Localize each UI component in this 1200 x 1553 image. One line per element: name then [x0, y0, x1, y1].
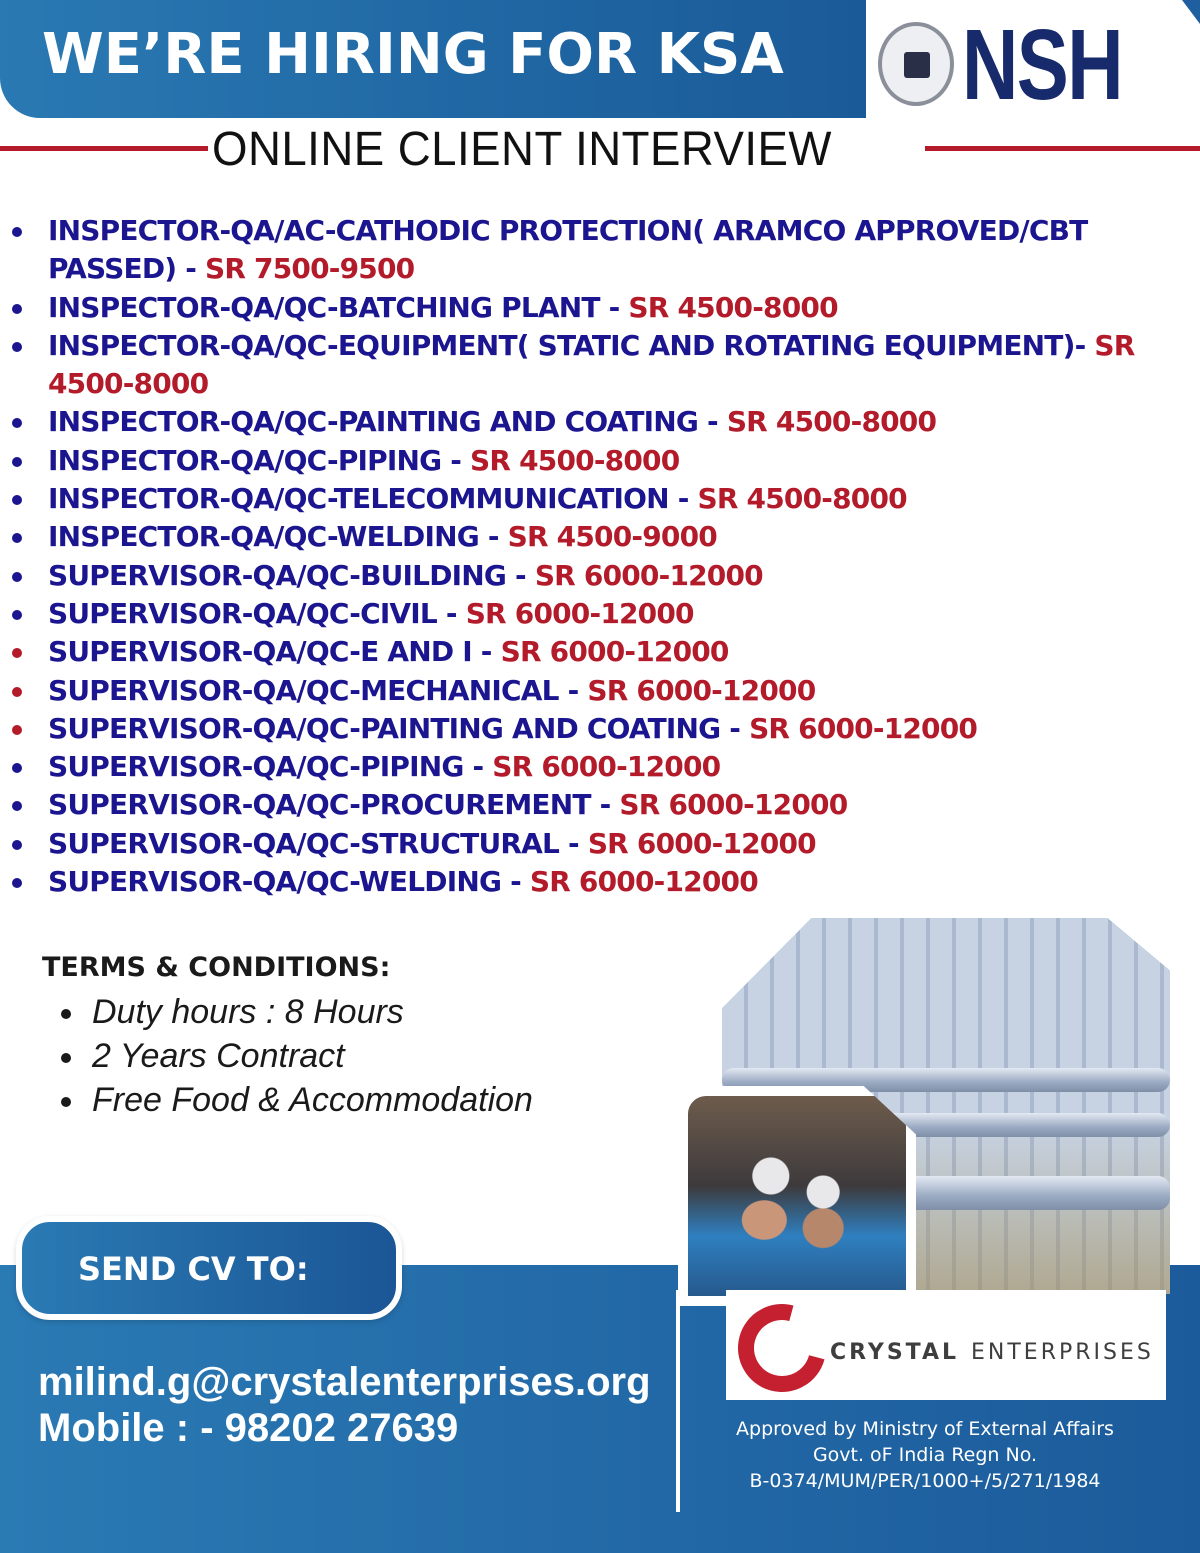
engineers-photo — [678, 1086, 916, 1306]
job-item — [0, 403, 1180, 441]
approval-text — [690, 1416, 1160, 1494]
job-title: SUPERVISOR-QA/QC-STRUCTURAL — [48, 826, 560, 860]
job-salary: SR 6000-12000 — [534, 558, 763, 592]
bullet-icon — [12, 648, 22, 658]
job-item — [0, 710, 1180, 748]
job-salary: SR 6000-12000 — [587, 673, 816, 707]
job-title: INSPECTOR-QA/QC-BATCHING PLANT — [48, 290, 600, 324]
job-title: INSPECTOR-QA/QC-EQUIPMENT( STATIC AND ROTATING EQUIPMENT) — [48, 328, 1075, 362]
job-salary: SR 6000-12000 — [619, 788, 848, 822]
job-item — [0, 212, 1180, 289]
subheader-title: ONLINE CLIENT INTERVIEW — [212, 123, 832, 176]
job-separator: - — [506, 558, 535, 592]
corner-accent — [1182, 0, 1200, 24]
job-separator: - — [698, 405, 727, 439]
job-salary: SR 6000-12000 — [749, 711, 978, 745]
job-salary: SR 4500-8000 — [697, 482, 907, 516]
job-item — [0, 518, 1180, 556]
send-cv-banner — [16, 1216, 402, 1320]
job-separator: - — [559, 826, 588, 860]
red-rule-left — [0, 146, 208, 151]
job-title: INSPECTOR-QA/QC-WELDING — [48, 520, 479, 554]
job-separator: - — [441, 443, 471, 477]
job-title: SUPERVISOR-QA/QC-WELDING — [48, 865, 502, 899]
job-salary: SR 6000-12000 — [465, 596, 694, 630]
job-item — [0, 863, 1180, 901]
job-title: INSPECTOR-QA/QC-PAINTING AND COATING — [48, 405, 699, 439]
seal-emblem-icon — [878, 22, 954, 106]
job-item — [0, 595, 1180, 633]
job-separator: - — [1074, 328, 1095, 362]
job-title: SUPERVISOR-QA/QC-MECHANICAL — [48, 673, 559, 707]
headline: WE’RE HIRING FOR KSA — [42, 22, 784, 87]
job-title: INSPECTOR-QA/QC-TELECOMMUNICATION — [48, 482, 669, 516]
terms-item: Duty hours : 8 Hours — [58, 990, 533, 1034]
job-separator: - — [471, 635, 501, 669]
job-separator: - — [720, 711, 750, 745]
bullet-icon — [12, 610, 22, 620]
bullet-icon — [12, 763, 22, 773]
red-rule-right — [925, 146, 1200, 151]
job-salary: SR 6000-12000 — [587, 826, 816, 860]
nsh-logo-text: NSH — [962, 9, 1123, 121]
bullet-icon — [12, 342, 22, 352]
crystal-wordmark — [830, 1340, 1154, 1365]
header-banner — [0, 0, 866, 118]
job-item — [0, 786, 1180, 824]
job-salary: SR 6000-12000 — [492, 750, 721, 784]
job-item — [0, 442, 1180, 480]
job-title: SUPERVISOR-QA/QC-BUILDING — [48, 558, 507, 592]
approval-line: B-0374/MUM/PER/1000+/5/271/1984 — [749, 1470, 1101, 1492]
job-salary: SR 4500-8000 — [628, 290, 838, 324]
bullet-icon — [12, 801, 22, 811]
job-separator: - — [501, 865, 530, 899]
job-item — [0, 289, 1180, 327]
send-cv-label: SEND CV TO: — [78, 1250, 309, 1288]
bullet-icon — [12, 572, 22, 582]
job-separator: - — [463, 750, 493, 784]
job-list — [0, 212, 1200, 901]
job-separator: - — [558, 673, 588, 707]
job-item — [0, 672, 1180, 710]
terms-title: TERMS & CONDITIONS: — [42, 952, 391, 983]
job-title: INSPECTOR-QA/QC-PIPING — [48, 443, 442, 477]
mobile-number: Mobile : - 98202 27639 — [38, 1406, 459, 1450]
bullet-icon — [12, 533, 22, 543]
nsh-logo — [872, 9, 1142, 121]
job-salary: SR 4500-8000 — [726, 405, 937, 439]
bullet-icon — [12, 840, 22, 850]
job-item — [0, 327, 1180, 404]
job-title: SUPERVISOR-QA/QC-E AND I — [48, 635, 472, 669]
bullet-icon — [12, 495, 22, 505]
bullet-icon — [12, 457, 22, 467]
job-separator: - — [176, 252, 205, 286]
company-name-light: ENTERPRISES — [971, 1340, 1154, 1365]
job-item — [0, 748, 1180, 786]
job-separator: - — [478, 520, 508, 554]
email-link[interactable]: milind.g@crystalenterprises.org — [38, 1360, 651, 1404]
job-item — [0, 480, 1180, 518]
job-title: SUPERVISOR-QA/QC-PROCUREMENT — [48, 788, 591, 822]
vertical-divider — [676, 1290, 680, 1512]
bullet-icon — [12, 227, 22, 237]
job-title: SUPERVISOR-QA/QC-CIVIL — [48, 596, 437, 630]
crystal-enterprises-logo — [726, 1290, 1166, 1400]
bullet-icon — [12, 304, 22, 314]
terms-item: Free Food & Accommodation — [58, 1078, 533, 1122]
approval-line: Govt. oF India Regn No. — [812, 1444, 1038, 1466]
job-separator: - — [668, 482, 698, 516]
job-separator: - — [436, 596, 466, 630]
job-salary: SR 4500-8000 — [48, 328, 1135, 401]
job-separator: - — [590, 788, 620, 822]
job-title: SUPERVISOR-QA/QC-PAINTING AND COATING — [48, 711, 721, 745]
job-salary: SR 4500-8000 — [470, 443, 680, 477]
crystal-c-icon — [722, 1288, 842, 1408]
job-salary: SR 4500-9000 — [507, 520, 717, 554]
terms-item: 2 Years Contract — [58, 1034, 533, 1078]
job-title: SUPERVISOR-QA/QC-PIPING — [48, 750, 464, 784]
job-separator: - — [599, 290, 629, 324]
job-salary: SR 6000-12000 — [500, 635, 729, 669]
company-name-bold: CRYSTAL — [830, 1340, 960, 1365]
job-item — [0, 633, 1180, 671]
terms-list — [58, 990, 533, 1122]
bullet-icon — [12, 687, 22, 697]
bullet-icon — [12, 725, 22, 735]
job-salary: SR 7500-9500 — [204, 252, 415, 286]
job-salary: SR 6000-12000 — [529, 865, 758, 899]
approval-line: Approved by Ministry of External Affairs — [736, 1418, 1114, 1440]
bullet-icon — [12, 878, 22, 888]
job-title: INSPECTOR-QA/AC-CATHODIC PROTECTION( ARAMCO APPROVED/CBT PASSED) — [48, 214, 1088, 286]
job-item — [0, 825, 1180, 863]
bullet-icon — [12, 418, 22, 428]
job-item — [0, 557, 1180, 595]
